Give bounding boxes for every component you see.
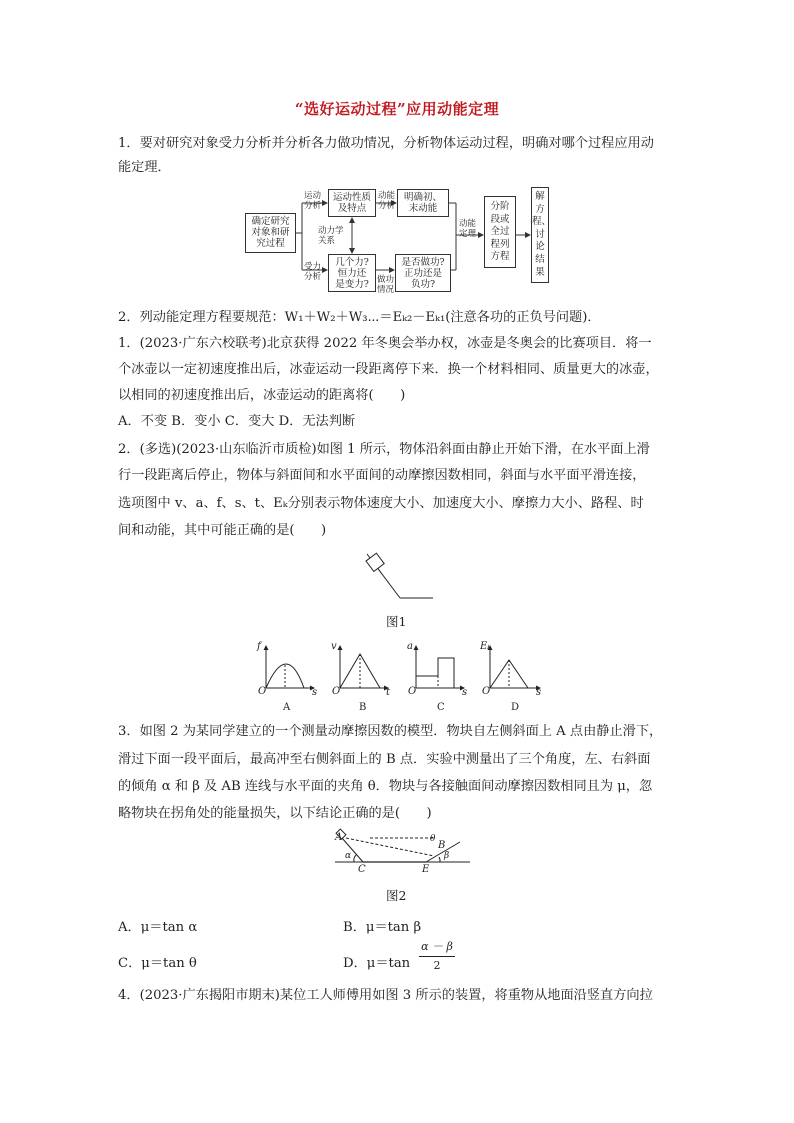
flow-box-line: 程、 xyxy=(532,216,552,228)
flow-box-line: 解 xyxy=(535,191,545,202)
graph-b-origin: O xyxy=(332,686,341,697)
graph-d-origin: O xyxy=(482,686,491,697)
graph-a-option: A xyxy=(283,702,291,713)
q1-line-3: 以相同的初速度推出后，冰壶运动的距离将( ) xyxy=(118,388,406,403)
flow-box-line: 末动能 xyxy=(408,203,438,214)
q3-option-d-fraction xyxy=(419,938,455,972)
graph-c-ylabel: a xyxy=(407,641,413,652)
flow-label-line: 分析 xyxy=(378,200,396,211)
fraction-bar xyxy=(419,956,455,957)
flow-label-line: 分析 xyxy=(304,200,322,211)
flow-box-line: 明确初、 xyxy=(403,192,442,203)
q3-line-4: 略物块在拐角处的能量损失，以下结论正确的是( ) xyxy=(118,806,432,821)
flow-box-line: 恒力还 xyxy=(337,268,367,279)
flow-box-line: 段或 xyxy=(490,213,510,225)
flow-box-line: 正功还是 xyxy=(403,268,442,279)
flow-motion-label xyxy=(304,192,321,211)
fraction-numerator: α － β xyxy=(421,940,453,953)
flow-start-line: 确定研究 xyxy=(251,216,290,227)
flow-box-line: 是变力? xyxy=(335,279,369,290)
q2-line-1: 2．(多选)(2023·山东临沂市质检)如图 1 所示，物体沿斜面由静止开始下滑，在水平面上滑 xyxy=(118,442,650,457)
flow-label-line: 动力学 xyxy=(318,226,344,236)
flow-box-line: 方程 xyxy=(490,251,510,262)
fig2-ab-line xyxy=(346,838,434,856)
graph-d-ylabel: Eₖ xyxy=(480,641,491,652)
q1-line-2: 个冰壶以一定初速度推出后，冰壶运动一段距离停下来．换一个材料相同、质量更大的冰壶， xyxy=(118,362,659,377)
flow-start-line: 究过程 xyxy=(256,238,285,249)
flow-motion-box xyxy=(328,189,376,217)
graph-a-xlabel: s xyxy=(312,687,318,698)
flow-box-line: 分阶 xyxy=(490,201,510,212)
flow-box-line: 几个力? xyxy=(335,257,369,268)
graph-c-origin: O xyxy=(408,686,417,697)
figure-2-diagram xyxy=(330,826,480,876)
graph-c-xlabel: s xyxy=(462,687,468,698)
graph-a-ylabel: f xyxy=(257,641,261,652)
graph-b-option: B xyxy=(359,702,367,713)
q3-option-d-prefix: D．μ＝tan xyxy=(343,956,411,971)
graph-b-xlabel: t xyxy=(386,687,391,698)
q3-line-2: 滑过下面一段平面后，最高冲至右侧斜面上的 B 点．实验中测量出了三个角度，左、右斜面 xyxy=(118,752,651,767)
flow-ke-label xyxy=(378,192,395,211)
q2-line-2: 行一段距离后停止，物体与斜面间和水平面间的动摩擦因数相同，斜面与水平面平滑连接， xyxy=(118,468,646,483)
graph-d-xlabel: s xyxy=(536,687,542,698)
fig2-label-a: A xyxy=(335,832,343,843)
fig2-label-theta: θ xyxy=(430,834,436,844)
flow-label-line: 情况 xyxy=(377,284,395,295)
page-title: “选好运动过程”应用动能定理 xyxy=(294,100,500,118)
flow-box-line: 运动性质 xyxy=(332,192,371,203)
flow-box-line: 全过 xyxy=(490,226,510,237)
intro-point-1-line-1: 1．要对研究对象受力分析并分析各力做功情况，分析物体运动过程，明确对哪个过程应用动 xyxy=(118,136,654,151)
flow-box-line: 果 xyxy=(535,266,545,278)
q3-option-b: B．μ＝tan β xyxy=(343,920,422,935)
flow-box-line: 是否做功? xyxy=(401,257,445,268)
fig2-label-beta: β xyxy=(444,851,450,861)
flow-box-line: 负功? xyxy=(410,279,436,290)
figure-2-caption: 图2 xyxy=(386,888,407,903)
fig2-alpha-arc xyxy=(354,855,356,862)
figure-1-incline xyxy=(355,548,455,608)
flow-label-line: 关系 xyxy=(318,235,336,246)
flow-start-box xyxy=(245,213,296,253)
flow-box-line: 方 xyxy=(535,203,545,215)
flow-work-label xyxy=(377,276,394,295)
flow-box-line: 及特点 xyxy=(337,203,367,214)
graph-b xyxy=(340,646,388,688)
flow-theorem-label xyxy=(459,220,476,239)
fraction-denominator: 2 xyxy=(433,959,441,972)
figure-1-caption: 图1 xyxy=(386,614,407,629)
fig2-label-alpha: α xyxy=(345,851,352,861)
q2-line-3: 选项图中 v、a、f、s、t、Eₖ分别表示物体速度大小、加速度大小、摩擦力大小、路程、时 xyxy=(118,496,644,511)
fig2-label-b: B xyxy=(438,840,446,851)
q1-line-1: 1．(2023·广东六校联考)北京获得 2022 年冬奥会举办权，冰壶是冬奥会的比赛项目．将一 xyxy=(118,336,652,351)
graph-d-option: D xyxy=(511,702,520,713)
q1-options: A．不变 B．变小 C．变大 D．无法判断 xyxy=(118,414,356,429)
flow-ke-box xyxy=(397,189,449,217)
flow-dynamics-label xyxy=(318,227,344,246)
flow-label-line: 定理 xyxy=(459,228,477,239)
fig2-label-c: C xyxy=(358,864,366,875)
flow-start-line: 对象和研 xyxy=(251,227,290,238)
q2-line-4: 间和动能，其中可能正确的是( ) xyxy=(118,523,327,538)
intro-point-1-line-2: 能定理． xyxy=(118,160,171,175)
graph-d xyxy=(490,646,540,688)
flow-label-line: 动能 xyxy=(459,219,477,229)
graph-a-origin: O xyxy=(258,686,267,697)
intro-point-2: 2．列动能定理方程要规范：W₁＋W₂＋W₃⋯＝Eₖ₂－Eₖ₁(注意各功的正负号问题)． xyxy=(118,310,601,325)
fig2-beta-arc xyxy=(439,857,440,862)
flow-box-line: 程列 xyxy=(490,238,510,250)
fig2-label-e: E xyxy=(422,864,430,875)
flow-force-box xyxy=(328,254,376,292)
flow-label-line: 受力 xyxy=(304,262,322,272)
q3-option-a: A．μ＝tan α xyxy=(118,920,198,935)
flow-label-line: 动能 xyxy=(378,191,396,201)
q3-line-1: 3．如图 2 为某同学建立的一个测量动摩擦因数的模型．物块自左侧斜面上 A 点由静止滑下， xyxy=(118,724,663,739)
flow-label-line: 运动 xyxy=(304,191,322,201)
graph-a xyxy=(266,646,314,688)
q3-option-c: C．μ＝tan θ xyxy=(118,956,197,971)
flow-box-line: 结 xyxy=(535,253,545,265)
graph-c-option: C xyxy=(437,702,445,713)
graph-c xyxy=(416,646,464,688)
flow-label-line: 分析 xyxy=(304,271,322,282)
q4-line-1: 4．(2023·广东揭阳市期末)某位工人师傅用如图 3 所示的装置，将重物从地面沿竖直方向拉 xyxy=(118,988,653,1003)
flow-solve-box xyxy=(531,187,552,283)
flow-force-label xyxy=(304,263,321,282)
q3-line-3: 的倾角 α 和 β 及 AB 连线与水平面的夹角 θ．物块与各接触面间动摩擦因数相同且为 μ，忽 xyxy=(118,779,653,794)
flow-stage-box xyxy=(484,196,516,268)
flow-box-line: 讨 xyxy=(535,228,545,240)
flow-box-line: 论 xyxy=(535,241,545,253)
flow-label-line: 做功 xyxy=(377,275,395,285)
graph-b-ylabel: v xyxy=(331,641,337,652)
flow-work-box xyxy=(395,254,451,292)
